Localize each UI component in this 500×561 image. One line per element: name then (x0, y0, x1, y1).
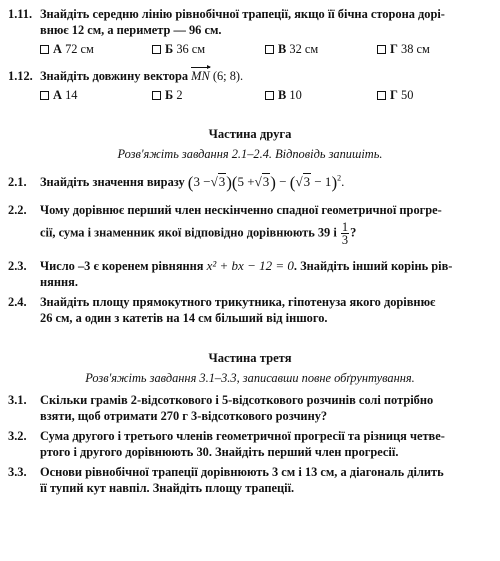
checkbox-icon[interactable] (40, 91, 49, 100)
answer-option-c[interactable]: В 10 (265, 88, 302, 103)
answer-option-a[interactable]: А 72 см (40, 42, 94, 57)
task-text-line: Число –3 є коренем рівняння x² + bx − 12 = 0. Знайдіть інший корінь рів- (40, 258, 453, 273)
task-2-1 (8, 174, 490, 191)
checkbox-icon[interactable] (377, 91, 386, 100)
task-2-4 (8, 294, 490, 326)
answer-options-1-12 (40, 88, 480, 104)
task-text-line: внює 12 см, а периметр — 96 см. (40, 23, 222, 37)
task-number: 3.2. (8, 429, 27, 443)
task-1-12 (8, 68, 490, 84)
answer-option-d[interactable]: Г 50 (377, 88, 413, 103)
task-text-line: Знайдіть довжину вектора MN (6; 8). (40, 69, 244, 83)
task-text-line: сії, сума і знаменник якої відповідно дорівнюють 39 і $\frac{1}{3}$ ? (40, 220, 357, 247)
task-number: 2.4. (8, 295, 27, 309)
checkbox-icon[interactable] (152, 45, 161, 54)
section-subtitle-part2: Розв'яжіть завдання 2.1–2.4. Відповідь запишіть. (117, 147, 383, 161)
checkbox-icon[interactable] (152, 91, 161, 100)
section-title-part3: Частина третя (208, 351, 292, 365)
task-2-3 (8, 258, 490, 290)
task-number: 3.3. (8, 465, 27, 479)
vector-symbol: MN (191, 69, 210, 83)
task-text-line: ртого і другого дорівнюють 30. Знайдіть перший член прогресії. (40, 445, 399, 459)
task-text-line: Знайдіть площу прямокутного трикутника, гіпотенуза якого дорівнює (40, 295, 436, 309)
checkbox-icon[interactable] (377, 45, 386, 54)
answer-option-a[interactable]: А 14 (40, 88, 77, 103)
task-number: 3.1. (8, 393, 27, 407)
task-2-2 (8, 202, 490, 246)
task-text-line: Знайдіть значення виразу $(3 -√3)(5 +√3) - (√3 - 1)^2$. (40, 173, 345, 192)
task-1-11 (8, 6, 490, 38)
task-text-line: Основи рівнобічної трапеції дорівнюють 3 см і 13 см, а діагональ ділить (40, 465, 444, 479)
answer-option-b[interactable]: Б 2 (152, 88, 183, 103)
task-text-line: Сума другого і третього членів геометричної прогресії та різниця четве- (40, 429, 445, 443)
task-text-line: Скільки грамів 2-відсоткового і 5-відсоткового розчинів солі потрібно (40, 393, 434, 407)
section-title-part2: Частина друга (208, 127, 292, 141)
checkbox-icon[interactable] (40, 45, 49, 54)
expression: $(3 -√3)(5 +√3) - (√3 - 1)^2$. (187, 173, 345, 192)
task-text-line: Чому дорівнює перший член нескінченно спадної геометричної прогре- (40, 203, 442, 217)
answer-option-c[interactable]: В 32 см (265, 42, 318, 57)
task-number: 2.3. (8, 259, 27, 273)
checkbox-icon[interactable] (265, 45, 274, 54)
task-3-2 (8, 428, 490, 460)
answer-option-d[interactable]: Г 38 см (377, 42, 430, 57)
task-3-1 (8, 392, 490, 424)
task-number: 1.11. (8, 7, 33, 21)
task-text-line: її тупий кут навпіл. Знайдіть площу трапеції. (40, 481, 295, 495)
task-text-line: взяти, щоб отримати 270 г 3-відсоткового розчину? (40, 409, 328, 423)
checkbox-icon[interactable] (265, 91, 274, 100)
fraction: $\frac{1}{3}$ (341, 220, 349, 247)
task-text-line: Знайдіть середню лінію рівнобічної трапеції, якщо її бічна сторона дорі- (40, 7, 445, 21)
task-number: 2.2. (8, 203, 27, 217)
task-3-3 (8, 464, 490, 496)
answer-options-1-11 (40, 42, 480, 58)
task-number: 1.12. (8, 69, 33, 83)
answer-option-b[interactable]: Б 36 см (152, 42, 205, 57)
task-text-line: няння. (40, 275, 78, 289)
section-subtitle-part3: Розв'яжіть завдання 3.1–3.3, записавши повне обґрунтування. (85, 371, 415, 385)
task-number: 2.1. (8, 175, 27, 189)
task-text-line: 26 см, а один з катетів на 14 см більший від іншого. (40, 311, 328, 325)
